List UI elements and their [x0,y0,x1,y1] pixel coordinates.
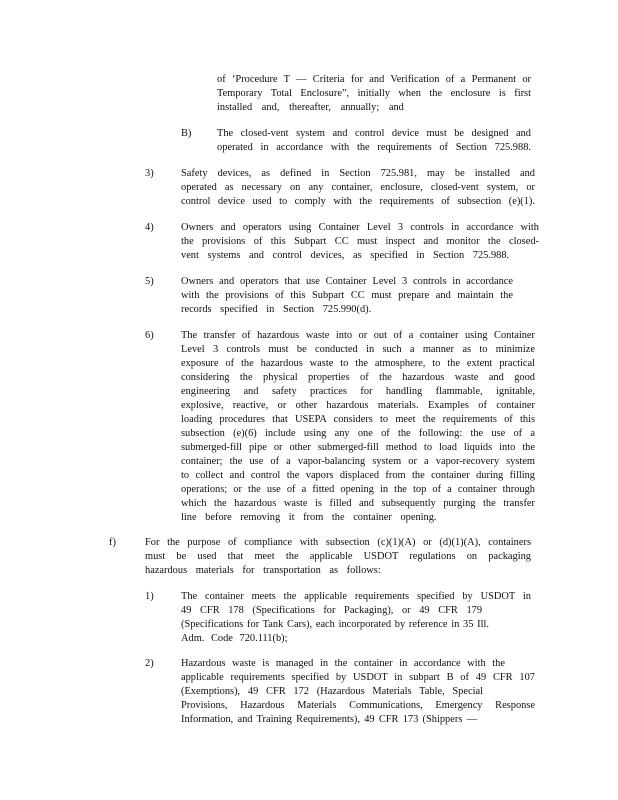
text-line: the provisions of this Subpart CC must inspect and monitor the closed- [181,236,539,247]
text-line: control device used to comply with the requirements of subsection (e)(1). [181,196,535,207]
item-3-paragraph [181,167,535,209]
text-line: applicable requirements specified by USDOT in subpart B of 49 CFR 107 [181,672,535,683]
text-line: Owners and operators that use Container Level 3 controls in accordance [181,276,513,287]
text-line: considering the physical properties of the hazardous waste and good [181,372,535,383]
text-line: must be used that meet the applicable USDOT regulations on packaging [145,551,531,562]
text-line: which the hazardous waste is filled and subsequently purging the transfer [181,498,535,509]
item-label: 6) [145,330,154,341]
item-label: 3) [145,168,154,179]
text-line: Safety devices, as defined in Section 725.981, may be installed and [181,168,535,179]
text-line: Owners and operators using Container Level 3 controls in accordance with [181,222,539,233]
continuation-paragraph [217,73,531,115]
text-line: (Specifications for Tank Cars), each incorporated by reference in 35 Ill. [181,619,489,630]
text-line: operated as necessary on any container, enclosure, closed-vent system, or [181,182,535,193]
item-5-paragraph [181,275,513,317]
text-line: with the provisions of this Subpart CC must prepare and maintain the [181,290,513,301]
text-line: container; the use of a vapor-balancing system or a vapor-recovery system [181,456,535,467]
text-line: hazardous materials for transportation as follows: [145,565,381,576]
text-line: loading procedures that USEPA considers to meet the requirements of this [181,414,535,425]
text-line: operated in accordance with the requirements of Section 725.988. [217,142,531,153]
item-4-paragraph [181,221,539,263]
text-line: operations; or the use of a fitted opening in the top of a container through [181,484,535,495]
item-label: f) [109,537,116,548]
text-line: exposure of the hazardous waste to the atmosphere, to the extent practical [181,358,535,369]
text-line: installed and, thereafter, annually; and [217,102,404,113]
text-line: The transfer of hazardous waste into or out of a container using Container [181,330,535,341]
item-label: B) [181,128,192,139]
item-f-paragraph [145,536,531,578]
text-line: 49 CFR 178 (Specifications for Packaging), or 49 CFR 179 [181,605,483,616]
item-f2-paragraph [181,657,535,727]
text-line: explosive, reactive, or other hazardous materials. Examples of container [181,400,535,411]
text-line: vent systems and control devices, as specified in Section 725.988. [181,250,510,261]
item-f1-paragraph [181,590,531,646]
text-line: records specified in Section 725.990(d). [181,304,372,315]
item-b-paragraph [217,127,531,155]
item-label: 2) [145,658,154,669]
text-line: submerged-fill pipe or other submerged-fill method to load liquids into the [181,442,535,453]
text-line: Provisions, Hazardous Materials Communications, Emergency Response [181,700,535,711]
text-line: The container meets the applicable requirements specified by USDOT in [181,591,531,602]
text-line: Temporary Total Enclosure”, initially when the enclosure is first [217,88,531,99]
text-line: of ‘Procedure T — Criteria for and Verification of a Permanent or [217,74,531,85]
item-6-paragraph [181,329,535,525]
item-label: 1) [145,591,154,602]
item-label: 4) [145,222,154,233]
item-label: 5) [145,276,154,287]
text-line: Level 3 controls must be conducted in such a manner as to minimize [181,344,535,355]
text-line: Adm. Code 720.111(b); [181,633,288,644]
text-line: (Exemptions), 49 CFR 172 (Hazardous Materials Table, Special [181,686,483,697]
text-line: Information, and Training Requirements), 49 CFR 173 (Shippers — [181,714,477,725]
text-line: engineering and safety practices for handling flammable, ignitable, [181,386,535,397]
text-line: The closed-vent system and control device must be designed and [217,128,531,139]
text-line: Hazardous waste is managed in the container in accordance with the [181,658,505,669]
text-line: For the purpose of compliance with subsection (c)(1)(A) or (d)(1)(A), containers [145,537,531,548]
text-line: subsection (e)(6) include using any one of the following: the use of a [181,428,535,439]
text-line: line before removing it from the container opening. [181,512,437,523]
text-line: to collect and control the vapors displaced from the container during filling [181,470,535,481]
